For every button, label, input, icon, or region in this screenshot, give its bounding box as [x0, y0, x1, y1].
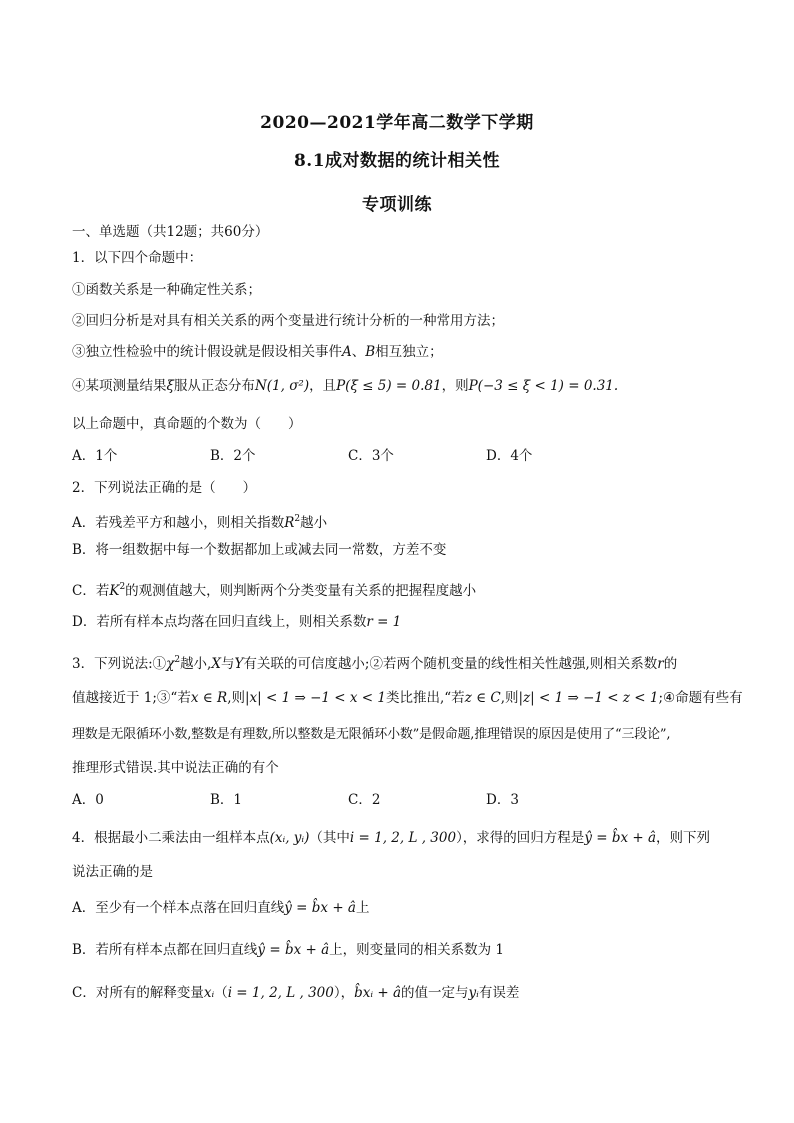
q3-l1-sup: 2 — [174, 655, 181, 665]
q1-item4-text-b: 服从正态分布 — [173, 378, 255, 394]
q3-l2-text-d: ,则 — [500, 690, 519, 706]
q3-l1-chi: χ — [166, 656, 175, 672]
q3-l2-math4: |z| < 1 ⇒ −1 < z < 1 — [518, 690, 659, 706]
q4-option-c-text-d: 的值一定与 — [401, 985, 469, 1001]
q4-option-a[interactable] — [72, 898, 732, 918]
q3-line3: 理数是无限循环小数,整数是有理数,所以整数是无限循环小数”是假命题,推理错误的原因是使用了“三段论”, — [72, 727, 671, 742]
q3-l2-text-c: 类比推出,“若 — [385, 690, 465, 706]
q3-l2-text-b: ,则 — [227, 690, 245, 706]
q3-option-d[interactable]: D．3 — [486, 792, 519, 808]
q3-l2-text-e: ;④命题有些有 — [658, 690, 743, 706]
q4-option-b-text-b: 上，则变量同的相关系数为 1 — [329, 942, 505, 958]
doc-title-topic: 8.1成对数据的统计相关性 — [293, 151, 501, 171]
q1-item4-text-d: ，则 — [441, 378, 469, 394]
q3-option-b[interactable]: B．1 — [210, 792, 243, 808]
q4-option-c-text-b: （ — [214, 985, 228, 1001]
q1-item3-text-a: ③独立性检验中的统计假设就是假设相关事件 — [72, 344, 342, 360]
q1-item4-normal-dist: N(1, σ²) — [254, 378, 310, 394]
q3-l1-x: X — [211, 656, 221, 672]
q3-line4: 推理形式错误.其中说法正确的有个 — [72, 760, 279, 776]
q1-item4-prob1: P(ξ ≤ 5) = 0.81 — [336, 378, 442, 394]
q1-option-d[interactable]: D．4个 — [486, 448, 533, 464]
q2-option-a-r: R — [284, 515, 295, 531]
q3-l1-text-a: 3．下列说法:① — [72, 656, 167, 672]
q3-l1-text-c: 与 — [220, 656, 235, 672]
q3-l2-math2: |x| < 1 ⇒ −1 < x < 1 — [245, 690, 386, 706]
q4-option-c-y: yᵢ — [468, 985, 479, 1001]
q3-l2-math1: x ∈ R — [190, 690, 228, 706]
q3-l1-text-b: 越小, — [180, 656, 212, 672]
q3-option-a[interactable]: A．0 — [72, 792, 104, 808]
q1-stem: 1．以下四个命题中： — [72, 250, 203, 266]
q4-l1-text-b: （其中 — [309, 830, 350, 846]
doc-title-training: 专项训练 — [362, 195, 432, 215]
q3-l1-y: Y — [234, 656, 244, 672]
q2-option-d[interactable] — [72, 612, 732, 632]
doc-title-term: 2020—2021学年高二数学下学期 — [260, 113, 534, 133]
q4-option-c-x: xᵢ — [203, 985, 215, 1001]
q4-option-c-index: i = 1, 2, L , 300 — [227, 985, 334, 1001]
q1-item3-event-b: B — [365, 344, 376, 360]
q2-option-c-sup: 2 — [119, 582, 126, 592]
q4-option-a-equation: ŷ = b̂x + â — [284, 900, 356, 916]
q3-l2-math3: z ∈ C — [464, 690, 501, 706]
q1-item4-text-c: ，且 — [309, 378, 337, 394]
q1-item4-xi: ξ — [166, 378, 174, 394]
q4-option-c-text-e: 有误差 — [478, 985, 520, 1001]
q1-option-a[interactable]: A．1个 — [72, 448, 118, 464]
q4-l1-text-d: ，则下列 — [656, 830, 711, 846]
q4-l1-index: i = 1, 2, L , 300 — [349, 830, 457, 846]
q1-option-c[interactable]: C．3个 — [348, 448, 394, 464]
q4-option-c-expr: b̂xᵢ + â — [354, 985, 402, 1001]
q2-option-d-r: r = 1 — [366, 614, 402, 630]
q2-option-a-text-a: A．若残差平方和越小，则相关指数 — [72, 515, 285, 531]
q3-l1-text-e: 的 — [663, 656, 678, 672]
q2-option-c[interactable] — [72, 577, 732, 601]
q1-item4-text-a: ④某项测量结果 — [72, 378, 167, 394]
q3-l2-text-a: 值越接近于 1;③“若 — [72, 690, 191, 706]
q1-item3 — [72, 342, 732, 362]
q3-l1-text-d: 有关联的可信度越小;②若两个随机变量的线性相关性越强,则相关系数 — [243, 656, 658, 672]
q1-item4-prob2: P(−3 ≤ ξ < 1) = 0.31. — [468, 378, 619, 394]
q2-option-c-text-b: 的观测值越大，则判断两个分类变量有关系的把握程度越小 — [125, 583, 477, 599]
q4-line2: 说法正确的是 — [72, 864, 153, 880]
q2-option-b[interactable]: B．将一组数据中每一个数据都加上或减去同一常数，方差不变 — [72, 542, 447, 558]
section-heading: 一、单选题（共12题；共60分） — [72, 224, 269, 240]
q4-l1-point: (xᵢ, yᵢ) — [269, 830, 310, 846]
q4-option-c-text-a: C．对所有的解释变量 — [72, 985, 204, 1001]
q2-option-a-sup: 2 — [294, 514, 301, 524]
q4-option-a-text-b: 上 — [355, 900, 370, 916]
q4-line1 — [72, 828, 732, 848]
q2-option-d-text-a: D．若所有样本点均落在回归直线上，则相关系数 — [72, 614, 367, 630]
q4-option-b[interactable] — [72, 940, 732, 960]
q4-option-c[interactable] — [72, 983, 732, 1003]
q3-line2 — [72, 688, 743, 708]
q3-option-c[interactable]: C．2 — [348, 792, 381, 808]
q2-option-c-k: K — [109, 583, 120, 599]
q3-l1-r: r — [657, 656, 664, 672]
q2-stem: 2．下列说法正确的是（ ） — [72, 480, 257, 496]
q4-option-c-text-c: ）， — [333, 985, 355, 1001]
q4-l1-text-c: ），求得的回归方程是 — [456, 830, 585, 846]
q1-item3-text-b: 、 — [351, 344, 366, 360]
q4-l1-text-a: 4．根据最小二乘法由一组样本点 — [72, 830, 270, 846]
q2-option-a-text-b: 越小 — [300, 515, 328, 531]
q2-option-c-text-a: C．若 — [72, 583, 110, 599]
q1-item2: ②回归分析是对具有相关关系的两个变量进行统计分析的一种常用方法； — [72, 313, 504, 329]
q4-option-b-equation: ŷ = b̂x + â — [257, 942, 330, 958]
q1-item4 — [72, 376, 732, 396]
q1-item3-text-c: 相互独立； — [375, 344, 443, 360]
q1-item1: ①函数关系是一种确定性关系； — [72, 282, 261, 298]
q1-ask: 以上命题中，真命题的个数为（ ） — [72, 416, 302, 432]
q4-l1-equation: ŷ = b̂x + â — [584, 830, 657, 846]
q4-option-b-text-a: B．若所有样本点都在回归直线 — [72, 942, 258, 958]
q4-option-a-text-a: A．至少有一个样本点落在回归直线 — [72, 900, 285, 916]
q1-item3-event-a: A — [342, 344, 352, 360]
q2-option-a[interactable] — [72, 509, 732, 533]
q1-option-b[interactable]: B．2个 — [210, 448, 256, 464]
q3-line1 — [72, 650, 732, 674]
